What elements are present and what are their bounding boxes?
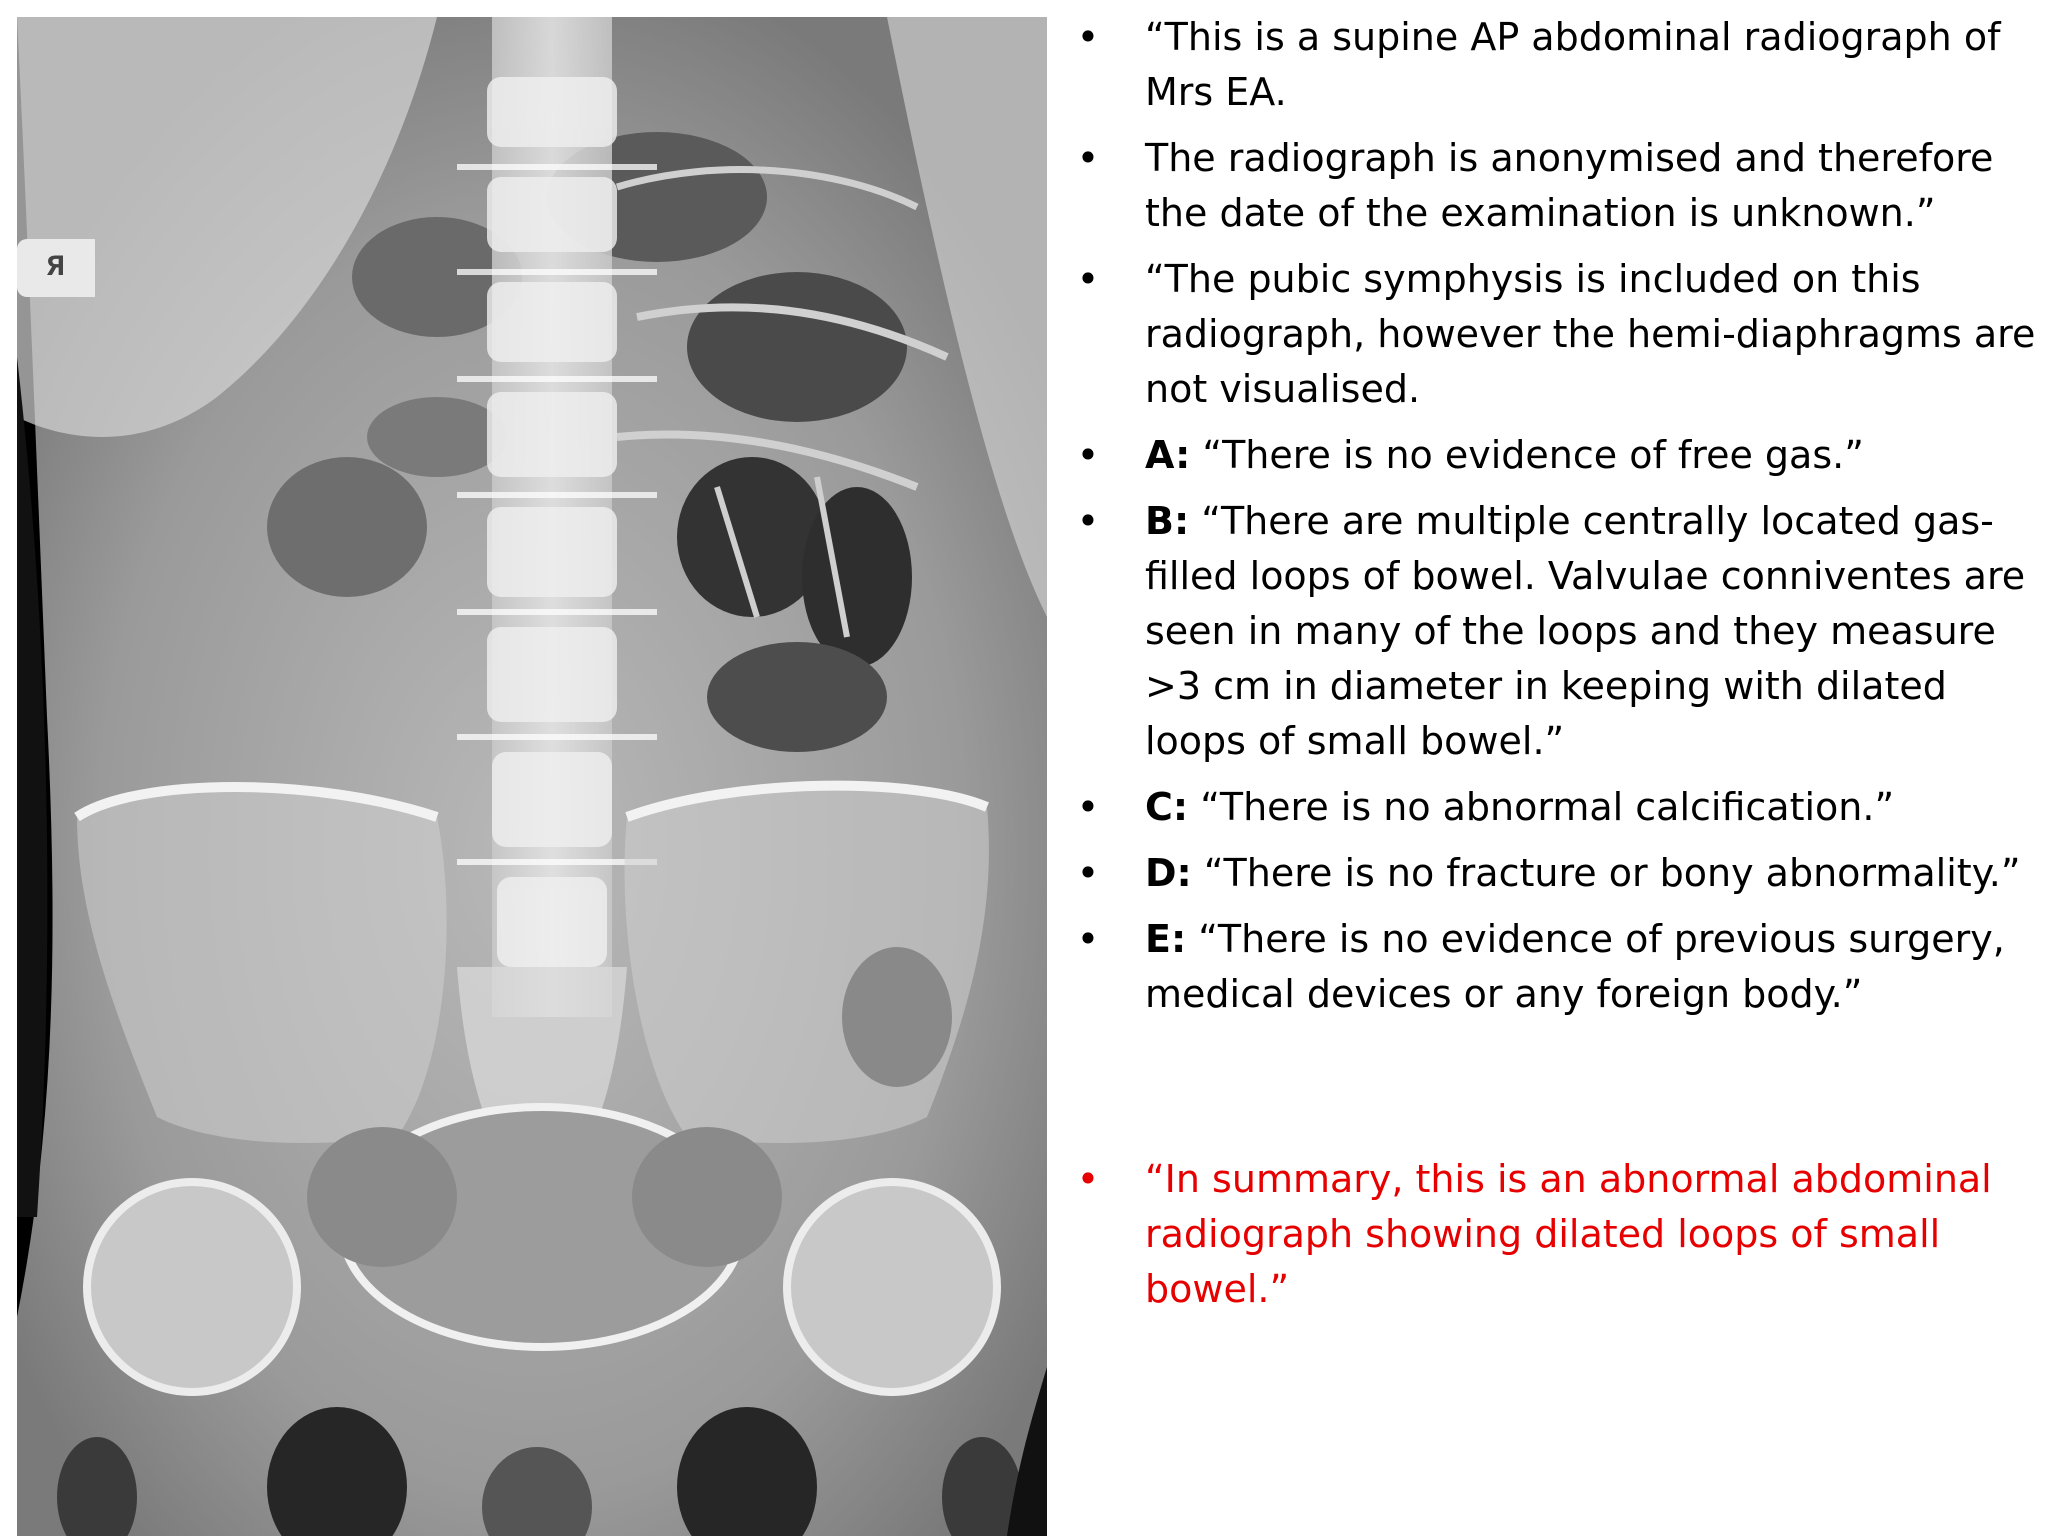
summary-item: [1060, 1152, 2044, 1317]
bullet-icon: •: [1076, 1157, 1100, 1201]
summary-text: “In summary, this is an abnormal abdominal radiograph showing dilated loops of small bowel.”: [1145, 1157, 1992, 1311]
finding-label: E:: [1145, 917, 1187, 961]
list-item: [1060, 131, 2044, 241]
finding-text: “This is a supine AP abdominal radiograph of Mrs EA.: [1145, 15, 2001, 114]
list-item: [1060, 912, 2044, 1022]
abdominal-radiograph: [17, 17, 1047, 1536]
finding-text: “There are multiple centrally located gas-filled loops of bowel. Valvulae conniventes are seen in many of the loops and they measure >3 cm in diameter in keeping with dilated loops of small bowel.”: [1145, 499, 2026, 763]
finding-text: “The pubic symphysis is included on this radiograph, however the hemi-diaphragms are not visualised.: [1145, 257, 2036, 411]
bullet-icon: •: [1076, 257, 1100, 301]
side-marker: R: [17, 239, 95, 297]
list-item: [1060, 780, 2044, 835]
finding-text: “There is no evidence of previous surgery, medical devices or any foreign body.”: [1145, 917, 2005, 1016]
list-item: [1060, 252, 2044, 417]
radiograph-image: [17, 17, 1047, 1536]
finding-text: “There is no evidence of free gas.”: [1202, 433, 1864, 477]
finding-label: B:: [1145, 499, 1190, 543]
list-item: [1060, 494, 2044, 769]
finding-label: C:: [1145, 785, 1189, 829]
bullet-icon: •: [1076, 15, 1100, 59]
finding-text: “There is no fracture or bony abnormality.”: [1203, 851, 2021, 895]
bullet-icon: •: [1076, 433, 1100, 477]
list-item: [1060, 846, 2044, 901]
list-item: [1060, 428, 2044, 483]
list-item: [1060, 10, 2044, 120]
finding-label: D:: [1145, 851, 1192, 895]
bullet-icon: •: [1076, 917, 1100, 961]
bullet-icon: •: [1076, 851, 1100, 895]
finding-text: The radiograph is anonymised and therefore the date of the examination is unknown.”: [1145, 136, 1994, 235]
findings-list: [1060, 10, 2044, 1328]
bullet-icon: •: [1076, 136, 1100, 180]
finding-label: A:: [1145, 433, 1191, 477]
finding-text: “There is no abnormal calcification.”: [1200, 785, 1895, 829]
bullet-icon: •: [1076, 499, 1100, 543]
bullet-icon: •: [1076, 785, 1100, 829]
